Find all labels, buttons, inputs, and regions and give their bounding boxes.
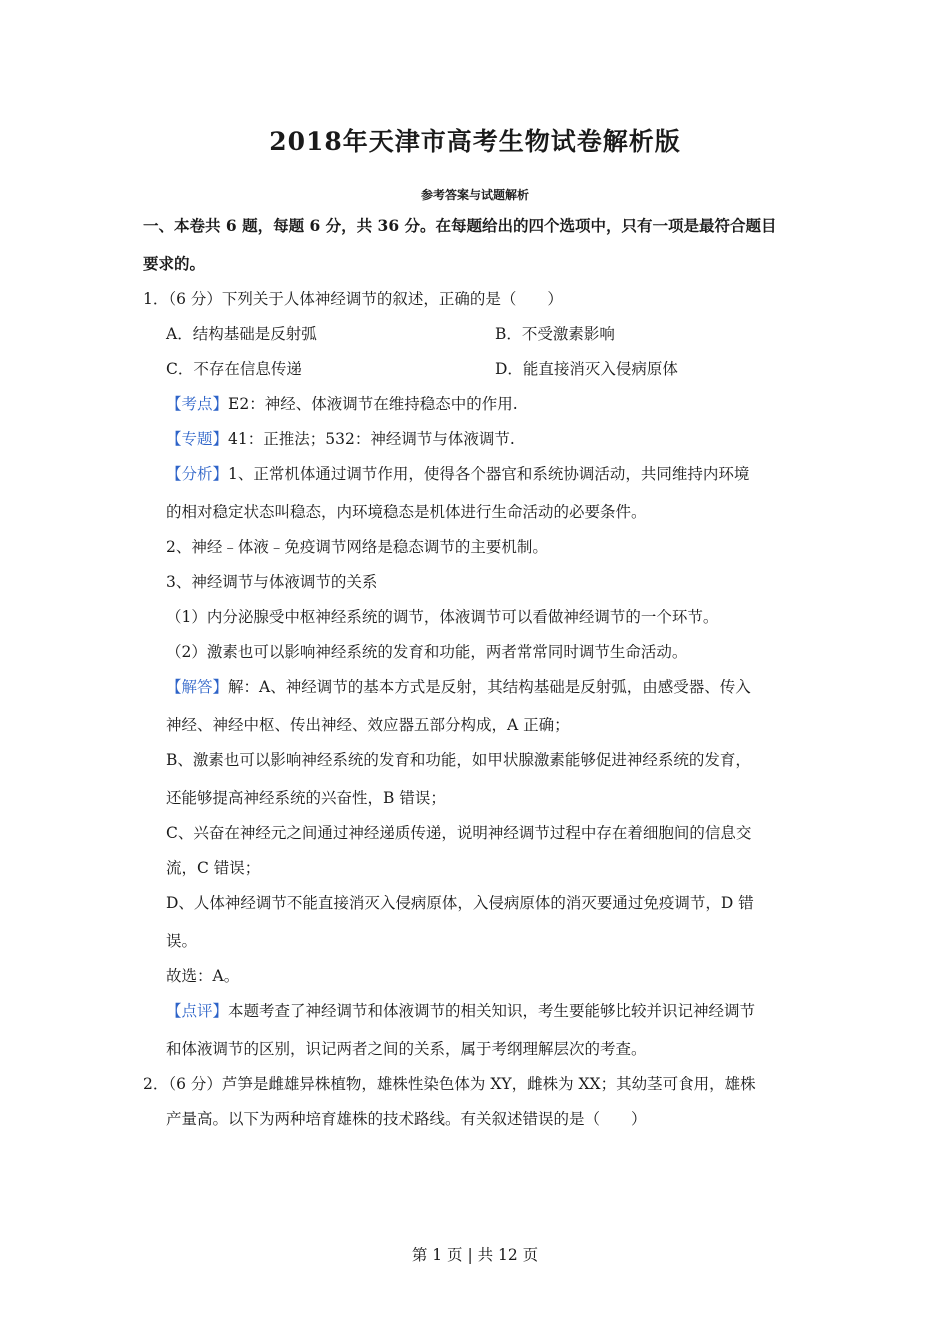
question-2-stem-line-2: 产量高。以下为两种培育雄株的技术路线。有关叙述错误的是（ ）	[166, 1110, 647, 1128]
kaodian-text: E2：神经、体液调节在维持稳态中的作用.	[228, 395, 518, 413]
jieda-text-1: 解：A、神经调节的基本方式是反射，其结构基础是反射弧，由感受器、传入	[228, 678, 751, 696]
q1-jieda-line-4: 还能够提高神经系统的兴奋性，B 错误；	[166, 789, 446, 807]
dianping-text-1: 本题考查了神经调节和体液调节的相关知识，考生要能够比较并识记神经调节	[228, 1002, 756, 1020]
q1-option-a: A．结构基础是反射弧	[166, 325, 317, 343]
q1-option-d: D．能直接消灭入侵病原体	[495, 360, 678, 378]
q1-kaodian	[166, 393, 518, 415]
q1-jieda-line-1	[166, 676, 751, 698]
q1-zhuanti	[166, 428, 515, 450]
q1-option-b: B．不受激素影响	[495, 325, 615, 343]
q1-jieda-line-3: B、激素也可以影响神经系统的发育和功能，如甲状腺激素能够促进神经系统的发育，	[166, 751, 751, 769]
q1-fenxi-line-1	[166, 463, 749, 485]
fenxi-text-1: 1、正常机体通过调节作用，使得各个器官和系统协调活动，共同维持内环境	[228, 465, 750, 483]
q1-fenxi-line-3: 2、神经﹣体液﹣免疫调节网络是稳态调节的主要机制。	[166, 538, 548, 556]
q1-fenxi-line-5: （1）内分泌腺受中枢神经系统的调节，体液调节可以看做神经调节的一个环节。	[166, 608, 719, 626]
jieda-tag: 【解答】	[166, 678, 229, 696]
q1-jieda-line-5: C、兴奋在神经元之间通过神经递质传递，说明神经调节过程中存在着细胞间的信息交	[166, 824, 752, 842]
question-1-stem: 1．（6 分）下列关于人体神经调节的叙述，正确的是（ ）	[143, 290, 563, 308]
page-footer: 第 1 页 | 共 12 页	[411, 1246, 539, 1264]
fenxi-tag: 【分析】	[166, 465, 229, 483]
q1-dianping-line-1	[166, 1000, 755, 1022]
q1-jieda-answer: 故选：A。	[166, 967, 240, 985]
section-header-line-2: 要求的。	[143, 254, 206, 273]
q1-fenxi-line-2: 的相对稳定状态叫稳态，内环境稳态是机体进行生命活动的必要条件。	[166, 503, 647, 521]
q1-jieda-line-2: 神经、神经中枢、传出神经、效应器五部分构成，A 正确；	[166, 716, 570, 734]
dianping-tag: 【点评】	[166, 1002, 229, 1020]
q1-dianping-line-2: 和体液调节的区别，识记两者之间的关系，属于考纲理解层次的考查。	[166, 1040, 647, 1058]
zhuanti-tag: 【专题】	[166, 430, 229, 448]
q1-option-c: C．不存在信息传递	[166, 360, 302, 378]
q1-jieda-line-8: 误。	[166, 932, 198, 950]
page-title: 2018年天津市高考生物试卷解析版	[269, 127, 681, 156]
zhuanti-text: 41：正推法；532：神经调节与体液调节.	[228, 430, 515, 448]
q1-fenxi-line-4: 3、神经调节与体液调节的关系	[166, 573, 378, 591]
q1-jieda-line-7: D、人体神经调节不能直接消灭入侵病原体，入侵病原体的消灭要通过免疫调节，D 错	[166, 894, 754, 912]
q1-fenxi-line-6: （2）激素也可以影响神经系统的发育和功能，两者常常同时调节生命活动。	[166, 643, 688, 661]
q1-jieda-line-6: 流，C 错误；	[166, 859, 261, 877]
kaodian-tag: 【考点】	[166, 395, 229, 413]
question-2-stem-line-1: 2．（6 分）芦笋是雌雄异株植物，雄株性染色体为 XY，雌株为 XX；其幼茎可食用，雄株	[143, 1075, 756, 1093]
page-subtitle: 参考答案与试题解析	[420, 188, 529, 202]
section-header-line-1: 一、本卷共 6 题，每题 6 分，共 36 分。在每题给出的四个选项中，只有一项是最符合题目	[143, 216, 777, 235]
